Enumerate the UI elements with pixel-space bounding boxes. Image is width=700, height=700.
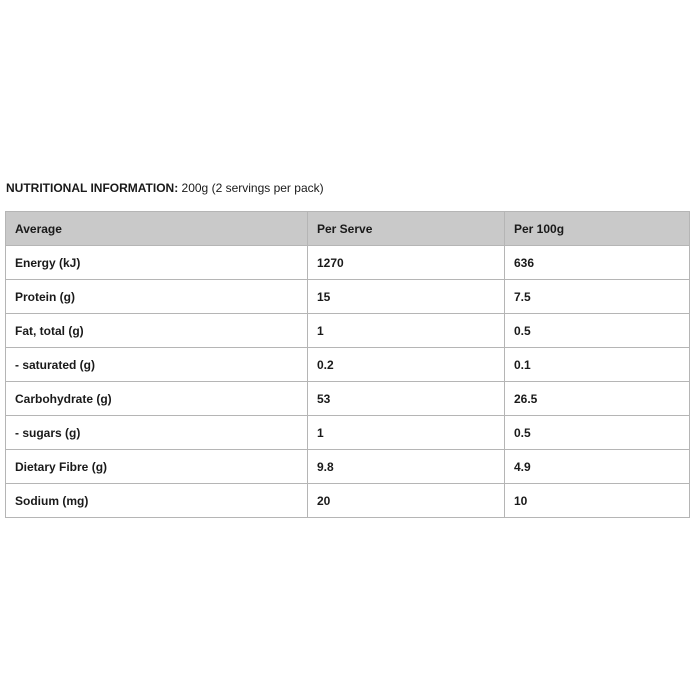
nutrition-heading-label: NUTRITIONAL INFORMATION:	[6, 181, 179, 195]
nutrition-heading-detail: 200g (2 servings per pack)	[178, 181, 324, 195]
table-row	[6, 416, 690, 450]
row-label: - saturated (g)	[6, 348, 308, 382]
per-serve-value: 1	[308, 314, 505, 348]
table-row	[6, 246, 690, 280]
per-serve-value: 1	[308, 416, 505, 450]
row-label: Fat, total (g)	[6, 314, 308, 348]
table-row	[6, 314, 690, 348]
per-serve-value: 15	[308, 280, 505, 314]
header-per-100g: Per 100g	[505, 212, 690, 246]
row-label: Carbohydrate (g)	[6, 382, 308, 416]
table-row	[6, 450, 690, 484]
row-label: - sugars (g)	[6, 416, 308, 450]
per-serve-value: 0.2	[308, 348, 505, 382]
row-label: Protein (g)	[6, 280, 308, 314]
nutrition-table	[5, 211, 690, 518]
per-100g-value: 0.5	[505, 314, 690, 348]
row-label: Sodium (mg)	[6, 484, 308, 518]
table-row	[6, 382, 690, 416]
table-row	[6, 348, 690, 382]
row-label: Energy (kJ)	[6, 246, 308, 280]
nutrition-heading	[6, 181, 324, 195]
per-100g-value: 4.9	[505, 450, 690, 484]
per-100g-value: 636	[505, 246, 690, 280]
per-100g-value: 26.5	[505, 382, 690, 416]
per-100g-value: 7.5	[505, 280, 690, 314]
row-label: Dietary Fibre (g)	[6, 450, 308, 484]
per-100g-value: 10	[505, 484, 690, 518]
per-serve-value: 1270	[308, 246, 505, 280]
header-average: Average	[6, 212, 308, 246]
header-per-serve: Per Serve	[308, 212, 505, 246]
per-100g-value: 0.1	[505, 348, 690, 382]
per-100g-value: 0.5	[505, 416, 690, 450]
per-serve-value: 9.8	[308, 450, 505, 484]
per-serve-value: 53	[308, 382, 505, 416]
table-row	[6, 484, 690, 518]
table-row	[6, 280, 690, 314]
table-header-row	[6, 212, 690, 246]
per-serve-value: 20	[308, 484, 505, 518]
